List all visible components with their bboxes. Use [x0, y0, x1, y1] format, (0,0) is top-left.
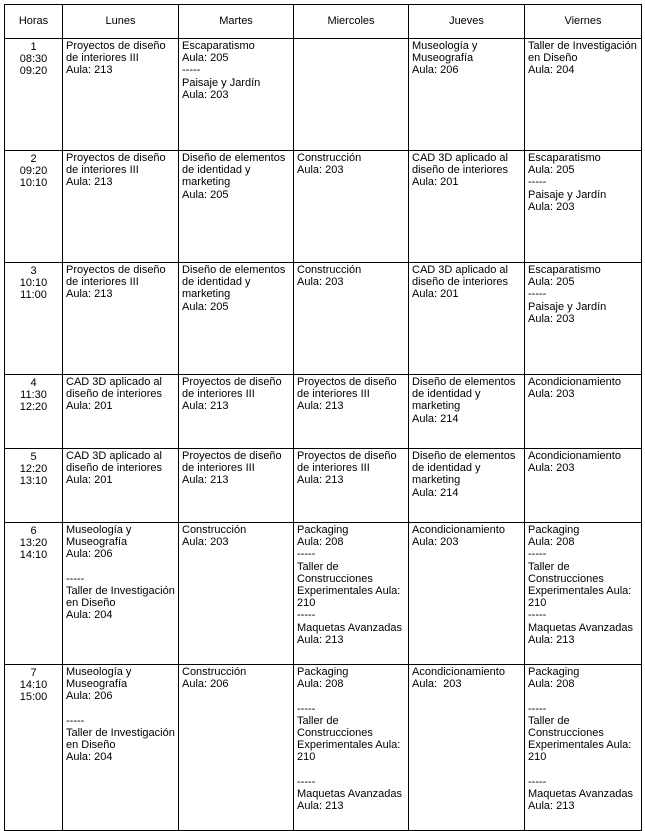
class-text-line: Paisaje y Jardín: [182, 76, 261, 89]
class-text-line: Construcción: [297, 152, 362, 164]
class-text-line: Museología y: [412, 40, 478, 52]
class-text-line: 210: [528, 751, 547, 764]
class-cell-lunes: [63, 665, 179, 831]
hour-cell: [5, 449, 63, 523]
header-lunes: Lunes: [63, 5, 179, 39]
class-text-line: Aula: 213: [297, 400, 344, 413]
class-text-line: Packaging: [528, 666, 580, 678]
class-cell-viernes: [525, 375, 642, 449]
class-cell-viernes: [525, 523, 642, 665]
period-number: 2: [30, 153, 37, 165]
blank-line: [297, 764, 405, 776]
class-text-line: Aula: 206: [66, 690, 113, 703]
class-text-line: Construcciones: [528, 727, 604, 739]
class-text-line: diseño de interiores: [412, 164, 509, 177]
class-text-line: de interiores III: [182, 462, 255, 475]
class-text-line: de identidad y: [182, 164, 251, 177]
period-time: 10:10: [19, 277, 48, 290]
period-time: 13:10: [19, 475, 48, 488]
header-jueves: Jueves: [409, 5, 525, 39]
period-number: 4: [30, 377, 37, 389]
class-text-line: Aula: 213: [297, 633, 344, 646]
period-number: 6: [30, 525, 37, 537]
class-text-line: Aula: 213: [66, 64, 113, 77]
class-cell-jueves: [409, 375, 525, 449]
header-viernes: Viernes: [525, 5, 642, 39]
class-text-line: Museografía: [412, 52, 474, 65]
period-time: 13:20: [19, 537, 48, 550]
class-text-line: Aula: 204: [66, 609, 113, 622]
class-text-line: Aula: 205: [528, 276, 575, 289]
class-text-line: Aula: 203: [528, 462, 575, 475]
class-cell-viernes: [525, 151, 642, 263]
period-time: 14:10: [19, 679, 48, 692]
class-text-line: Museología y: [66, 666, 132, 678]
blank-line: [66, 561, 175, 573]
class-text-line: Escaparatismo: [528, 152, 601, 164]
class-cell-viernes: [525, 39, 642, 151]
class-text-line: Aula: 213: [297, 800, 344, 813]
class-text-line: Construcción: [182, 666, 247, 678]
class-text-line: Diseño de elementos: [412, 450, 516, 462]
class-text-line: Experimentales Aula:: [297, 585, 401, 598]
class-text-line: Aula: 203: [182, 536, 229, 549]
class-cell-martes: [179, 39, 294, 151]
class-cell-martes: [179, 449, 294, 523]
class-text-line: Aula: 203: [182, 88, 229, 101]
separator-line: -----: [297, 775, 316, 788]
period-time: 12:20: [19, 463, 48, 476]
class-text-line: marketing: [182, 288, 231, 301]
hour-cell: [5, 39, 63, 151]
class-cell-viernes: [525, 665, 642, 831]
class-text-line: 210: [297, 751, 316, 764]
hour-cell: [5, 263, 63, 375]
class-cell-martes: [179, 151, 294, 263]
separator-line: -----: [528, 288, 547, 301]
class-text-line: en Diseño: [528, 52, 578, 65]
period-time: 12:20: [19, 401, 48, 414]
class-text-line: Taller de Investigación: [66, 727, 175, 739]
class-text-line: Museografía: [66, 536, 128, 549]
class-text-line: Proyectos de diseño: [182, 376, 282, 388]
separator-line: -----: [528, 609, 547, 622]
schedule-row: [5, 449, 642, 523]
separator-line: -----: [528, 775, 547, 788]
class-text-line: Aula: 203: [412, 536, 459, 549]
class-text-line: Proyectos de diseño: [66, 40, 166, 52]
class-text-line: de interiores III: [182, 388, 255, 401]
hour-cell: [5, 151, 63, 263]
class-text-line: Proyectos de diseño: [182, 450, 282, 462]
class-text-line: Aula: 203: [528, 388, 575, 401]
class-text-line: Aula: 213: [182, 400, 229, 413]
blank-line: [528, 690, 638, 702]
class-text-line: Aula: 208: [297, 536, 344, 549]
hour-cell: [5, 665, 63, 831]
header-martes: Martes: [179, 5, 294, 39]
class-text-line: Aula: 214: [412, 486, 459, 499]
class-cell-miercoles: [294, 151, 409, 263]
class-text-line: Aula: 205: [182, 188, 229, 201]
class-text-line: Taller de Investigación: [66, 585, 175, 597]
class-cell-lunes: [63, 263, 179, 375]
class-cell-miercoles: [294, 665, 409, 831]
period-time: 09:20: [19, 165, 48, 178]
class-text-line: Construcciones: [528, 572, 604, 585]
period-time: 14:10: [19, 549, 48, 562]
class-cell-jueves: [409, 665, 525, 831]
class-text-line: Aula: 205: [182, 300, 229, 313]
hour-cell: [5, 523, 63, 665]
class-cell-jueves: [409, 263, 525, 375]
class-text-line: Aula: 203: [297, 164, 344, 177]
class-text-line: Paisaje y Jardín: [528, 188, 607, 201]
class-text-line: Aula: 201: [412, 288, 459, 301]
schedule-row: [5, 151, 642, 263]
class-cell-lunes: [63, 151, 179, 263]
class-text-line: Escaparatismo: [182, 40, 255, 52]
class-cell-miercoles: [294, 375, 409, 449]
separator-line: -----: [66, 714, 85, 727]
class-cell-miercoles: [294, 39, 409, 151]
period-number: 1: [30, 41, 37, 53]
class-text-line: marketing: [412, 400, 461, 413]
blank-line: [66, 703, 175, 715]
class-text-line: diseño de interiores: [66, 388, 163, 401]
class-text-line: diseño de interiores: [66, 462, 163, 475]
period-number: 5: [30, 451, 37, 463]
class-cell-viernes: [525, 263, 642, 375]
class-cell-lunes: [63, 449, 179, 523]
separator-line: -----: [66, 572, 85, 585]
class-text-line: Proyectos de diseño: [66, 264, 166, 276]
class-text-line: de interiores III: [66, 52, 139, 65]
class-text-line: Aula: 201: [66, 400, 113, 413]
class-cell-miercoles: [294, 449, 409, 523]
class-text-line: Aula: 204: [66, 751, 113, 764]
class-text-line: Maquetas Avanzadas: [297, 621, 402, 634]
class-text-line: Aula: 203: [297, 276, 344, 289]
class-text-line: Aula: 213: [66, 288, 113, 301]
class-text-line: en Diseño: [66, 597, 116, 610]
class-text-line: Packaging: [297, 666, 349, 678]
period-time: 10:10: [19, 177, 48, 190]
separator-line: -----: [297, 609, 316, 622]
class-cell-martes: [179, 523, 294, 665]
class-text-line: Construcción: [297, 264, 362, 276]
class-cell-miercoles: [294, 523, 409, 665]
class-text-line: Aula: 213: [66, 176, 113, 189]
class-text-line: Aula: 203: [528, 312, 575, 325]
schedule-row: [5, 263, 642, 375]
separator-line: -----: [528, 548, 547, 561]
class-text-line: Maquetas Avanzadas: [297, 788, 402, 800]
hour-cell: [5, 375, 63, 449]
separator-line: -----: [528, 702, 547, 715]
class-text-line: 210: [528, 597, 547, 610]
class-text-line: diseño de interiores: [412, 276, 509, 289]
class-text-line: Taller de: [297, 560, 339, 573]
class-text-line: de interiores III: [66, 164, 139, 177]
class-text-line: Maquetas Avanzadas: [528, 621, 633, 634]
class-text-line: Museografía: [66, 678, 128, 691]
class-text-line: Diseño de elementos: [412, 376, 516, 388]
period-time: 15:00: [19, 691, 48, 704]
class-text-line: CAD 3D aplicado al: [412, 264, 508, 276]
class-text-line: Aula: 204: [528, 64, 575, 77]
class-text-line: CAD 3D aplicado al: [66, 450, 162, 462]
class-text-line: Museología y: [66, 524, 132, 536]
class-cell-martes: [179, 375, 294, 449]
schedule-row: [5, 523, 642, 665]
class-cell-lunes: [63, 523, 179, 665]
class-cell-lunes: [63, 39, 179, 151]
class-text-line: Aula: 214: [412, 412, 459, 425]
class-text-line: Acondicionamiento: [412, 666, 505, 678]
class-text-line: Acondicionamiento: [412, 524, 505, 536]
class-text-line: de identidad y: [412, 462, 481, 475]
class-text-line: Aula: 206: [412, 64, 459, 77]
class-text-line: Diseño de elementos: [182, 152, 286, 164]
class-text-line: Aula: 203: [412, 678, 462, 691]
class-text-line: de interiores III: [297, 388, 370, 401]
class-text-line: marketing: [182, 176, 231, 189]
blank-line: [528, 764, 638, 776]
separator-line: -----: [297, 702, 316, 715]
class-cell-viernes: [525, 449, 642, 523]
class-text-line: Diseño de elementos: [182, 264, 286, 276]
class-text-line: Construcciones: [297, 727, 373, 739]
header-row: [5, 5, 642, 39]
class-text-line: Construcción: [182, 524, 247, 536]
class-text-line: Aula: 213: [528, 633, 575, 646]
class-text-line: Taller de: [528, 714, 570, 727]
period-time: 11:30: [20, 389, 47, 402]
class-cell-lunes: [63, 375, 179, 449]
class-text-line: Escaparatismo: [528, 264, 601, 276]
class-text-line: Packaging: [528, 524, 580, 536]
class-text-line: Aula: 208: [528, 536, 575, 549]
class-text-line: Proyectos de diseño: [66, 152, 166, 164]
schedule-row: [5, 665, 642, 831]
header-miercoles: Miercoles: [294, 5, 409, 39]
class-text-line: de identidad y: [182, 276, 251, 289]
period-time: 08:30: [19, 53, 48, 66]
period-number: 3: [30, 265, 37, 277]
class-text-line: Paisaje y Jardín: [528, 300, 607, 313]
separator-line: -----: [297, 548, 316, 561]
class-text-line: CAD 3D aplicado al: [412, 152, 508, 164]
class-text-line: CAD 3D aplicado al: [66, 376, 162, 388]
class-text-line: Aula: 201: [66, 474, 113, 487]
class-text-line: Packaging: [297, 524, 349, 536]
class-cell-martes: [179, 263, 294, 375]
class-cell-jueves: [409, 151, 525, 263]
class-text-line: Taller de Investigación: [528, 40, 637, 52]
class-text-line: de identidad y: [412, 388, 481, 401]
class-text-line: Aula: 213: [182, 474, 229, 487]
class-text-line: Aula: 205: [528, 164, 575, 177]
class-text-line: Acondicionamiento: [528, 450, 621, 462]
class-text-line: de interiores III: [66, 276, 139, 289]
class-cell-jueves: [409, 449, 525, 523]
class-text-line: en Diseño: [66, 739, 116, 752]
class-cell-jueves: [409, 523, 525, 665]
class-text-line: Aula: 206: [66, 548, 113, 561]
class-text-line: Aula: 213: [528, 800, 575, 813]
period-time: 09:20: [19, 65, 48, 78]
class-text-line: Construcciones: [297, 572, 373, 585]
schedule-body: [5, 39, 642, 831]
class-text-line: Maquetas Avanzadas: [528, 788, 633, 800]
class-text-line: Aula: 213: [297, 474, 344, 487]
class-text-line: Aula: 201: [412, 176, 459, 189]
class-text-line: Proyectos de diseño: [297, 376, 397, 388]
class-cell-martes: [179, 665, 294, 831]
class-text-line: Taller de: [528, 560, 570, 573]
schedule-row: [5, 39, 642, 151]
period-number: 7: [30, 667, 37, 679]
class-text-line: Taller de: [297, 714, 339, 727]
class-text-line: Aula: 206: [182, 678, 229, 691]
class-text-line: Aula: 208: [528, 678, 575, 691]
class-text-line: marketing: [412, 474, 461, 487]
class-text-line: Aula: 203: [528, 200, 575, 213]
header-horas: Horas: [5, 5, 63, 39]
class-text-line: Proyectos de diseño: [297, 450, 397, 462]
separator-line: -----: [528, 176, 547, 189]
class-cell-jueves: [409, 39, 525, 151]
class-text-line: Aula: 205: [182, 52, 229, 65]
class-cell-miercoles: [294, 263, 409, 375]
class-text-line: Acondicionamiento: [528, 376, 621, 388]
schedule-row: [5, 375, 642, 449]
blank-line: [297, 690, 405, 702]
class-text-line: Experimentales Aula:: [528, 585, 632, 598]
schedule-table: [4, 4, 642, 831]
separator-line: -----: [182, 64, 201, 77]
class-text-line: de interiores III: [297, 462, 370, 475]
period-time: 11:00: [20, 289, 47, 302]
class-text-line: Aula: 208: [297, 678, 344, 691]
class-text-line: 210: [297, 597, 316, 610]
class-text-line: Experimentales Aula:: [528, 739, 632, 752]
class-text-line: Experimentales Aula:: [297, 739, 401, 752]
